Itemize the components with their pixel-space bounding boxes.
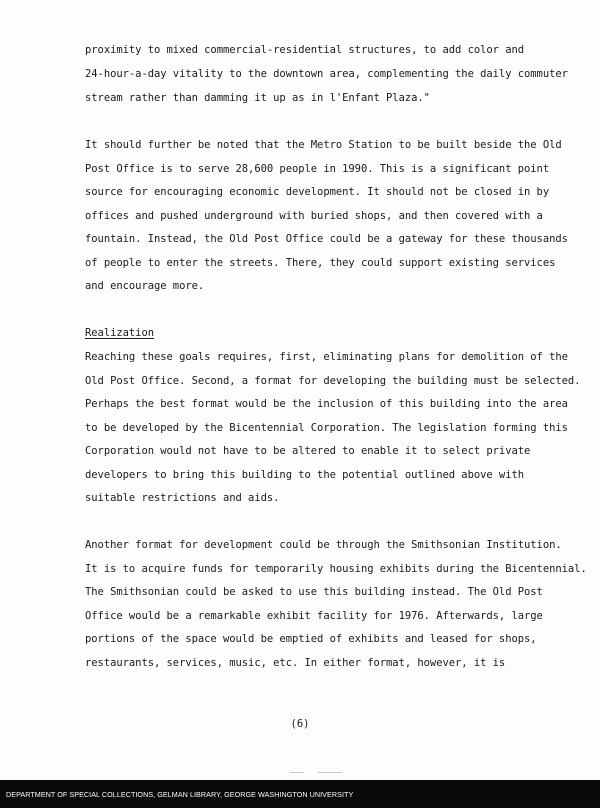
text-line: 24-hour-a-day vitality to the downtown area, complementing the daily commuter bbox=[85, 68, 568, 80]
text-line: Office would be a remarkable exhibit facility for 1976. Afterwards, large bbox=[85, 610, 543, 622]
text-line: Old Post Office. Second, a format for developing the building must be selected. bbox=[85, 375, 581, 387]
text-line: and encourage more. bbox=[85, 280, 205, 292]
text-line: to be developed by the Bicentennial Corporation. The legislation forming this bbox=[85, 422, 568, 434]
text-line: The Smithsonian could be asked to use this building instead. The Old Post bbox=[85, 586, 543, 598]
text-line: Corporation would not have to be altered to enable it to select private bbox=[85, 445, 531, 457]
text-line: Another format for development could be through the Smithsonian Institution. bbox=[85, 539, 562, 551]
archive-footer-bar bbox=[0, 780, 600, 808]
text-line: Reaching these goals requires, first, eliminating plans for demolition of the bbox=[85, 351, 568, 363]
text-line: It is to acquire funds for temporarily housing exhibits during the Bicentennial. bbox=[85, 563, 587, 575]
text-line: of people to enter the streets. There, they could support existing services bbox=[85, 257, 556, 269]
text-line: stream rather than damming it up as in l'Enfant Plaza." bbox=[85, 92, 430, 104]
text-line: offices and pushed underground with buried shops, and then covered with a bbox=[85, 210, 543, 222]
text-line: fountain. Instead, the Old Post Office could be a gateway for these thousands bbox=[85, 233, 568, 245]
text-line: source for encouraging economic development. It should not be closed in by bbox=[85, 186, 550, 198]
scan-smudge bbox=[290, 772, 304, 773]
scan-smudge bbox=[318, 772, 342, 773]
text-line: Perhaps the best format would be the inclusion of this building into the area bbox=[85, 398, 568, 410]
text-line: developers to bring this building to the potential outlined above with bbox=[85, 469, 525, 481]
text-line: restaurants, services, music, etc. In either format, however, it is bbox=[85, 657, 506, 669]
text-line: suitable restrictions and aids. bbox=[85, 492, 280, 504]
section-heading: Realization bbox=[85, 327, 154, 339]
page-number: (6) bbox=[290, 718, 310, 730]
text-line: proximity to mixed commercial-residential structures, to add color and bbox=[85, 44, 525, 56]
text-line: portions of the space would be emptied of exhibits and leased for shops, bbox=[85, 633, 537, 645]
text-line: Post Office is to serve 28,600 people in 1990. This is a significant point bbox=[85, 163, 550, 175]
text-line: It should further be noted that the Metro Station to be built beside the Old bbox=[85, 139, 562, 151]
archive-footer-text: DEPARTMENT OF SPECIAL COLLECTIONS, GELMAN LIBRARY, GEORGE WASHINGTON UNIVERSITY bbox=[6, 790, 354, 799]
